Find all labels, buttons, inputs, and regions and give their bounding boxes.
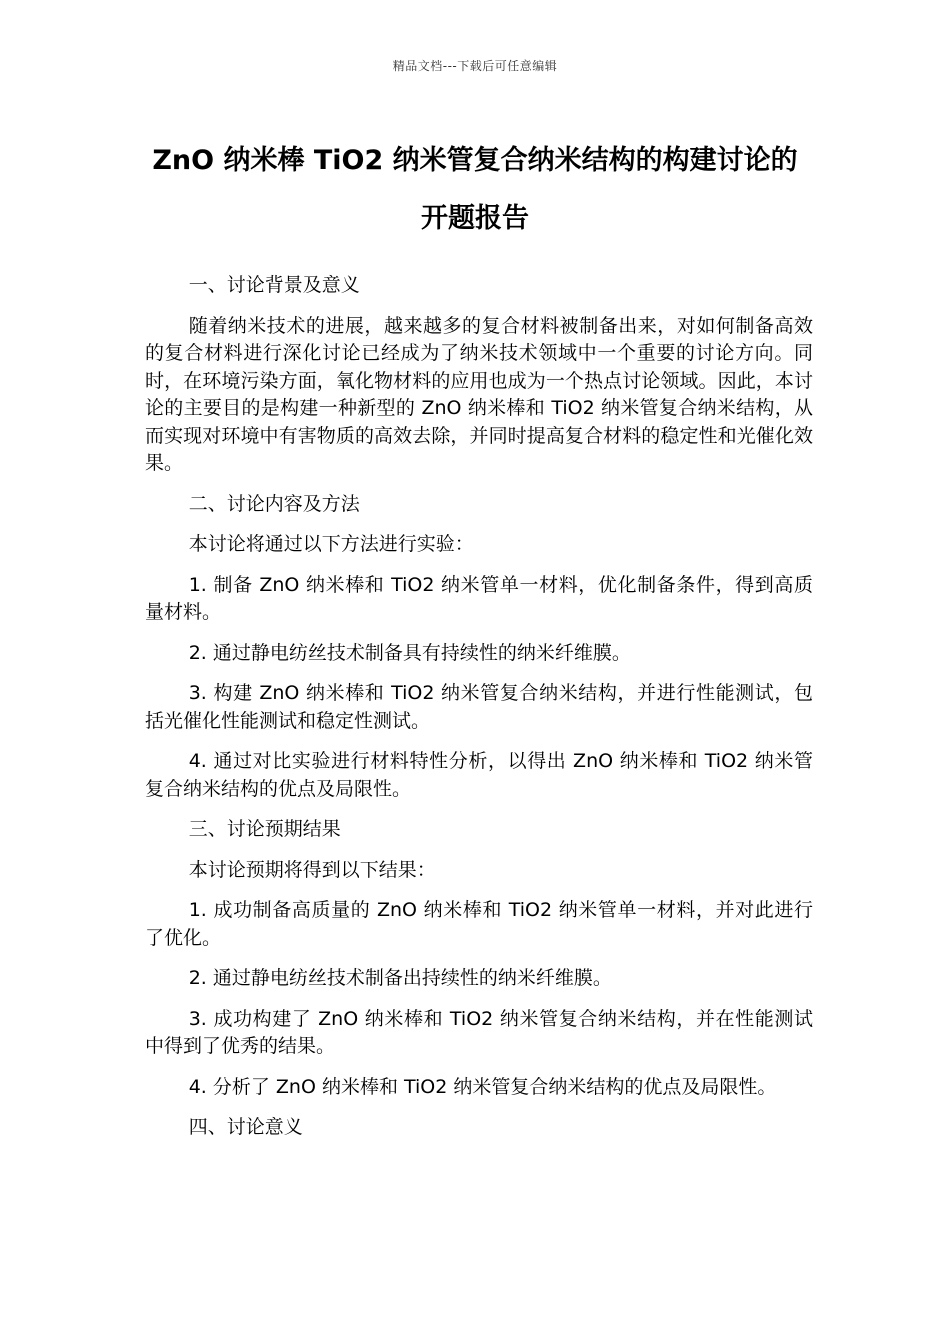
document-body	[145, 272, 813, 1155]
document-title	[120, 132, 830, 248]
list-item-method-4: 4. 通过对比实验进行材料特性分析，以得出 ZnO 纳米棒和 TiO2 纳米管复合纳米结构的优点及局限性。	[145, 750, 813, 800]
list-item-result-4: 4. 分析了 ZnO 纳米棒和 TiO2 纳米管复合纳米结构的优点及局限性。	[188, 1075, 777, 1098]
paragraph-methods-intro: 本讨论将通过以下方法进行实验：	[188, 533, 474, 555]
section-heading-expected-results: 三、讨论预期结果	[188, 818, 341, 840]
list-item-method-3: 3. 构建 ZnO 纳米棒和 TiO2 纳米管复合纳米结构，并进行性能测试，包括光催化性能测试和稳定性测试。	[145, 682, 813, 732]
list-item-result-1: 1. 成功制备高质量的 ZnO 纳米棒和 TiO2 纳米管单一材料，并对此进行了优化。	[145, 899, 813, 949]
section-heading-significance: 四、讨论意义	[188, 1116, 303, 1138]
section-heading-background: 一、讨论背景及意义	[188, 274, 360, 296]
list-item-result-3: 3. 成功构建了 ZnO 纳米棒和 TiO2 纳米管复合纳米结构，并在性能测试中得到了优秀的结果。	[145, 1007, 813, 1057]
list-item-method-2: 2. 通过静电纺丝技术制备具有持续性的纳米纤维膜。	[188, 641, 631, 664]
title-line-2: 开题报告	[421, 203, 529, 234]
paragraph-results-intro: 本讨论预期将得到以下结果：	[188, 858, 436, 881]
section-heading-methods: 二、讨论内容及方法	[188, 492, 360, 515]
list-item-result-2: 2. 通过静电纺丝技术制备出持续性的纳米纤维膜。	[188, 967, 612, 989]
paragraph-background: 随着纳米技术的进展，越来越多的复合材料被制备出来，对如何制备高效的复合材料进行深化讨论已经成为了纳米技术领域中一个重要的讨论方向。同时，在环境污染方面，氧化物材料的应用也成为一个热点讨论领域。因此，本讨论的主要目的是构建一种新型的 ZnO 纳米棒和 TiO2 纳米管复合纳米结构，从而实现对环境中有害物质的高效去除，并同时提高复合材料的稳定性和光催化效果。	[145, 314, 813, 474]
title-line-1: ZnO 纳米棒 TiO2 纳米管复合纳米结构的构建讨论的	[152, 145, 798, 176]
header-note: 精品文档---下载后可任意编辑	[392, 59, 558, 73]
list-item-method-1: 1. 制备 ZnO 纳米棒和 TiO2 纳米管单一材料，优化制备条件，得到高质量材料。	[145, 573, 813, 623]
